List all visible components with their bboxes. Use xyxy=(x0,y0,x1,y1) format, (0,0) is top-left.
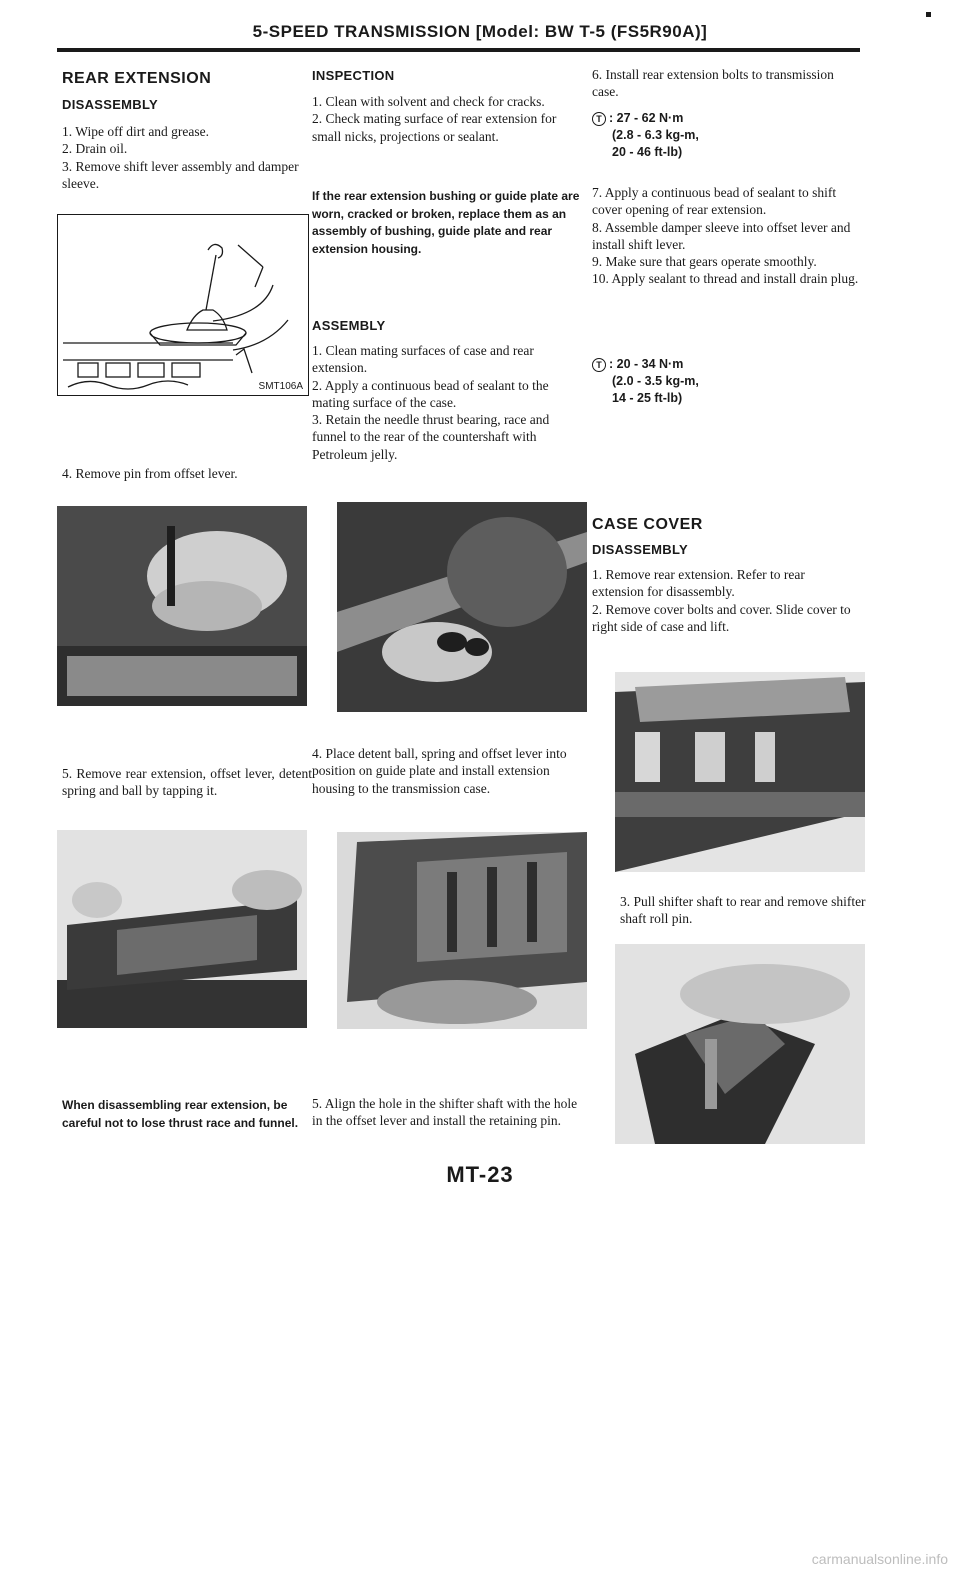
torque-icon: T xyxy=(592,112,606,126)
disassembly-steps xyxy=(62,123,312,192)
step-6-install-bolts: 6. Install rear extension bolts to transmission case. xyxy=(592,67,834,100)
list-item: 1. Clean with solvent and check for cracks. xyxy=(312,94,545,109)
list-item: 1. Remove rear extension. Refer to rear extension for disassembly. xyxy=(592,567,805,600)
caution-note: When disassembling rear extension, be careful not to lose thrust race and funnel. xyxy=(62,1098,299,1130)
list-item: 9. Make sure that gears operate smoothly. xyxy=(592,254,817,270)
torque-icon: T xyxy=(592,358,606,372)
inspection-steps xyxy=(312,93,584,145)
list-item: 7. Apply a continuous bead of sealant to shift cover opening of rear extension. xyxy=(592,185,837,218)
list-item: 3. Remove shift lever assembly and damper sleeve. xyxy=(62,158,299,191)
case-cover-steps xyxy=(592,566,860,635)
photo-case-cover xyxy=(615,672,865,872)
photo-tap-extension xyxy=(57,830,307,1028)
page-number: MT-23 xyxy=(446,1162,514,1187)
watermark: carmanualsonline.info xyxy=(811,1551,948,1567)
photo-thrust-bearing xyxy=(337,502,587,712)
page-header: 5-SPEED TRANSMISSION [Model: BW T-5 (FS5R90A)] xyxy=(252,22,708,41)
photo-extension-housing xyxy=(337,832,587,1029)
inspection-note: If the rear extension bushing or guide plate are worn, cracked or broken, replace them as an assembly of bushing, guide plate and rear extension housing. xyxy=(312,189,580,256)
inspection-heading: INSPECTION xyxy=(312,68,395,83)
assembly-heading: ASSEMBLY xyxy=(312,318,386,333)
case-cover-heading: CASE COVER xyxy=(592,516,703,533)
assembly-steps xyxy=(312,342,584,463)
list-item: 3. Retain the needle thrust bearing, race and funnel to the rear of the countershaft with Petroleum jelly. xyxy=(312,412,550,462)
step-5-align-hole: 5. Align the hole in the shifter shaft with the hole in the offset lever and install the retaining pin. xyxy=(312,1096,578,1129)
list-item: 2. Drain oil. xyxy=(62,141,128,157)
step-4-remove-pin: 4. Remove pin from offset lever. xyxy=(62,466,238,481)
case-disassembly-heading: DISASSEMBLY xyxy=(592,542,689,557)
shift-lever-figure xyxy=(57,214,309,396)
list-item: 1. Wipe off dirt and grease. xyxy=(62,124,210,139)
shift-lever-drawing xyxy=(58,215,308,395)
disassembly-heading: DISASSEMBLY xyxy=(62,97,159,112)
header-rule xyxy=(57,48,860,52)
photo-remove-pin xyxy=(57,506,307,706)
assembly-steps-cont xyxy=(592,184,860,288)
corner-mark xyxy=(926,12,931,17)
photo-roll-pin xyxy=(615,944,865,1144)
torque-spec-1: T : 27 - 62 N·m (2.8 - 6.3 kg-m, 20 - 46 ft-lb) xyxy=(592,110,860,161)
torque-spec-2: T : 20 - 34 N·m (2.0 - 3.5 kg-m, 14 - 25 ft-lb) xyxy=(592,356,860,407)
list-item: 2. Remove cover bolts and cover. Slide cover to right side of case and lift. xyxy=(592,601,851,634)
rear-extension-heading: REAR EXTENSION xyxy=(62,70,212,87)
list-item: 2. Check mating surface of rear extension for small nicks, projections or sealant. xyxy=(312,111,557,144)
figure-label: SMT106A xyxy=(258,381,303,392)
step-4-place-detent: 4. Place detent ball, spring and offset lever into position on guide plate and install extension housing to the transmission case. xyxy=(312,746,567,796)
list-item: 8. Assemble damper sleeve into offset lever and install shift lever. xyxy=(592,219,851,252)
list-item: 1. Clean mating surfaces of case and rear extension. xyxy=(312,343,534,376)
step-3-pull-shifter: 3. Pull shifter shaft to rear and remove shifter shaft roll pin. xyxy=(620,894,866,927)
step-5-remove-extension: 5. Remove rear extension, offset lever, detent spring and ball by tapping it. xyxy=(62,766,312,799)
list-item: 10. Apply sealant to thread and install drain plug. xyxy=(592,271,859,287)
list-item: 2. Apply a continuous bead of sealant to the mating surface of the case. xyxy=(312,377,549,410)
